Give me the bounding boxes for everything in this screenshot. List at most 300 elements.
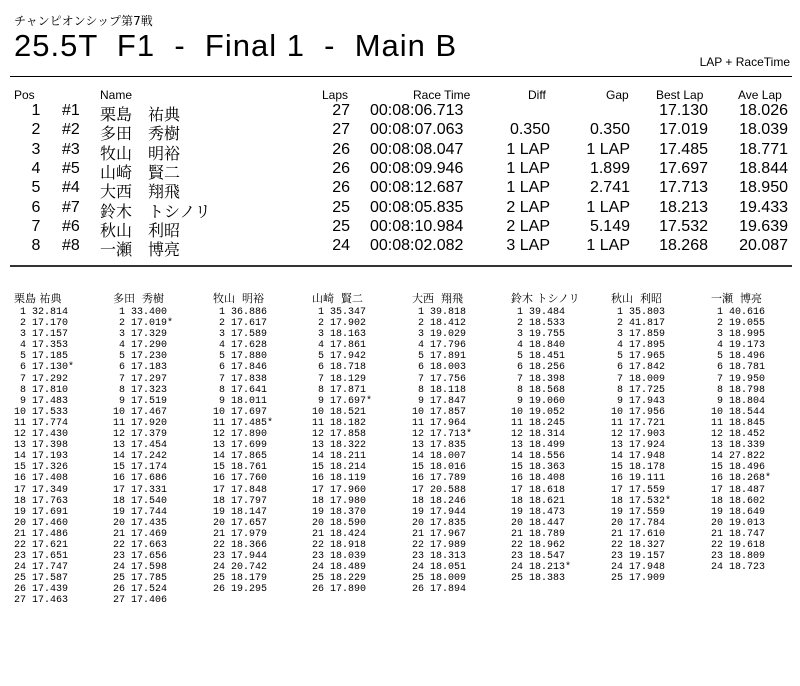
result-no: #6 xyxy=(62,217,80,235)
lap-time-entry: 1 40.616 xyxy=(711,307,766,318)
lap-time-entry: 10 19.052 xyxy=(511,406,566,418)
lap-time-entry: 3 17.329 xyxy=(113,329,168,341)
lap-time-entry: 8 18.118 xyxy=(412,384,467,396)
lap-time-entry: 12 17.903 xyxy=(611,429,666,441)
lap-time-entry: 21 17.469 xyxy=(113,528,168,540)
result-no: #8 xyxy=(62,237,80,255)
lap-time-entry: 9 19.060 xyxy=(511,395,566,407)
col-gap-header: Gap xyxy=(606,88,629,102)
lap-column-driver: 栗島 祐典 xyxy=(14,292,62,305)
lap-time-entry: 19 17.691 xyxy=(14,506,69,518)
result-row xyxy=(0,237,800,260)
lap-time-entry: 23 18.039 xyxy=(312,551,367,563)
lap-time-entry: 16 17.686 xyxy=(113,473,168,485)
lap-time-entry: 14 17.865 xyxy=(213,451,268,463)
lap-time-entry: 2 17.170 xyxy=(14,318,69,330)
lap-time-entry: 4 18.840 xyxy=(511,340,566,352)
result-best: 17.713 xyxy=(659,179,708,197)
col-bestlap-header: Best Lap xyxy=(656,88,704,102)
lap-time-entry: 3 19.029 xyxy=(412,329,467,341)
lap-time-entry: 10 17.956 xyxy=(611,406,666,418)
col-laps-header: Laps xyxy=(322,88,349,102)
result-time: 00:08:07.063 xyxy=(370,121,464,139)
lap-time-entry: 23 18.809 xyxy=(711,551,766,563)
lap-time-entry: 3 17.859 xyxy=(611,329,666,341)
result-laps: 27 xyxy=(332,121,350,139)
lap-time-entry: 15 18.363 xyxy=(511,462,566,474)
section-divider xyxy=(10,265,792,267)
lap-column xyxy=(511,290,611,584)
result-row xyxy=(0,102,800,124)
col-avelap-header: Ave Lap xyxy=(738,88,782,102)
lap-time-entry: 4 17.895 xyxy=(611,340,666,352)
lap-time-entry: 2 17.902 xyxy=(312,318,367,330)
lap-time-entry: 7 18.009 xyxy=(611,373,666,385)
result-laps: 24 xyxy=(332,237,350,255)
lap-column xyxy=(611,290,711,584)
result-diff: 2 LAP xyxy=(506,217,550,235)
result-best: 17.130 xyxy=(659,102,708,119)
lap-time-entry: 16 17.789 xyxy=(412,473,467,485)
lap-time-entry: 14 17.948 xyxy=(611,451,666,463)
lap-time-entry: 3 19.755 xyxy=(511,329,566,341)
lap-time-entry: 13 17.398 xyxy=(14,440,69,452)
format-label: LAP + RaceTime xyxy=(699,55,790,69)
lap-time-entry: 8 17.323 xyxy=(113,384,168,396)
lap-time-entry: 24 20.742 xyxy=(213,562,268,574)
lap-time-entry: 15 18.214 xyxy=(312,462,367,474)
lap-time-entry: 24 18.489 xyxy=(312,562,367,574)
lap-time-entry: 19 18.649 xyxy=(711,506,766,518)
lap-time-entry: 11 17.920 xyxy=(113,417,168,429)
result-gap: 1 LAP xyxy=(586,237,630,255)
result-ave: 18.844 xyxy=(739,159,788,177)
lap-time-entry: 18 17.532* xyxy=(611,495,672,507)
lap-time-entry: 25 17.909 xyxy=(611,573,666,585)
lap-time-entry: 7 17.297 xyxy=(113,373,168,385)
result-diff: 1 LAP xyxy=(506,159,550,177)
result-diff: 0.350 xyxy=(509,121,550,139)
lap-time-entry: 21 18.424 xyxy=(312,528,367,540)
lap-time-entry: 15 17.174 xyxy=(113,462,168,474)
lap-time-entry: 5 17.891 xyxy=(412,351,467,363)
result-diff: 1 LAP xyxy=(506,179,550,197)
lap-time-entry: 13 18.322 xyxy=(312,440,367,452)
lap-time-entry: 6 17.842 xyxy=(611,362,666,374)
result-best: 17.697 xyxy=(659,159,708,177)
result-row xyxy=(0,159,800,182)
lap-time-entry: 5 18.496 xyxy=(711,351,766,363)
lap-time-entry: 21 18.747 xyxy=(711,528,766,540)
lap-time-entry: 4 17.290 xyxy=(113,340,168,352)
lap-time-entry: 8 17.725 xyxy=(611,384,666,396)
result-name: 山崎 賢二 xyxy=(100,162,181,182)
lap-time-entry: 27 17.463 xyxy=(14,595,69,607)
result-row xyxy=(0,198,800,221)
lap-time-entry: 14 17.193 xyxy=(14,451,69,463)
lap-time-entry: 17 17.848 xyxy=(213,484,268,496)
lap-time-entry: 19 18.370 xyxy=(312,506,367,518)
lap-time-entry: 21 17.486 xyxy=(14,528,69,540)
lap-time-entry: 11 18.182 xyxy=(312,417,367,429)
result-diff: 2 LAP xyxy=(506,198,550,216)
lap-time-entry: 26 17.439 xyxy=(14,584,69,596)
lap-time-entry: 20 17.784 xyxy=(611,517,666,529)
lap-time-entry: 2 17.019* xyxy=(113,318,174,330)
lap-time-entry: 17 17.960 xyxy=(312,484,367,496)
result-row xyxy=(0,140,800,163)
lap-time-entry: 18 17.797 xyxy=(213,495,268,507)
lap-time-entry: 2 18.412 xyxy=(412,318,467,330)
lap-column-driver: 牧山 明裕 xyxy=(213,292,264,305)
lap-column xyxy=(14,290,114,607)
result-ave: 18.039 xyxy=(739,121,788,139)
lap-column-driver: 一瀬 博亮 xyxy=(711,292,762,305)
result-time: 00:08:05.835 xyxy=(370,198,464,216)
result-ave: 18.026 xyxy=(739,102,788,119)
result-pos: 6 xyxy=(31,198,41,216)
lap-time-entry: 22 17.989 xyxy=(412,539,467,551)
lap-time-entry: 4 17.628 xyxy=(213,340,268,352)
lap-time-entry: 20 19.013 xyxy=(711,517,766,529)
result-time: 00:08:12.687 xyxy=(370,179,464,197)
lap-time-entry: 22 18.918 xyxy=(312,539,367,551)
lap-time-entry: 9 17.697* xyxy=(312,395,373,407)
lap-time-entry: 7 18.129 xyxy=(312,373,367,385)
lap-time-entry: 10 17.533 xyxy=(14,406,69,418)
lap-time-entry: 21 17.610 xyxy=(611,528,666,540)
lap-column-driver: 鈴木 トシノリ xyxy=(511,292,580,305)
lap-time-entry: 7 17.756 xyxy=(412,373,467,385)
result-ave: 20.087 xyxy=(739,237,788,255)
result-ave: 18.771 xyxy=(739,140,788,158)
lap-time-entry: 19 18.147 xyxy=(213,506,268,518)
lap-time-entry: 23 17.651 xyxy=(14,551,69,563)
result-ave: 19.433 xyxy=(739,198,788,216)
lap-time-entry: 13 18.339 xyxy=(711,440,766,452)
lap-time-entry: 16 18.119 xyxy=(312,473,367,485)
col-diff-header: Diff xyxy=(528,88,546,102)
lap-time-entry: 16 17.408 xyxy=(14,473,69,485)
lap-time-entry: 17 17.349 xyxy=(14,484,69,496)
result-pos: 8 xyxy=(31,237,41,255)
lap-time-entry: 13 17.924 xyxy=(611,440,666,452)
result-no: #1 xyxy=(62,102,80,119)
result-time: 00:08:06.713 xyxy=(370,102,464,119)
lap-time-entry: 17 17.331 xyxy=(113,484,168,496)
lap-column xyxy=(312,290,412,595)
lap-time-entry: 21 18.789 xyxy=(511,528,566,540)
lap-time-entry: 20 17.835 xyxy=(412,517,467,529)
lap-time-entry: 5 17.185 xyxy=(14,351,69,363)
lap-column xyxy=(113,290,213,607)
lap-time-entry: 26 17.524 xyxy=(113,584,168,596)
result-best: 18.268 xyxy=(659,237,708,255)
lap-time-entry: 17 18.487 xyxy=(711,484,766,496)
lap-time-entry: 22 18.327 xyxy=(611,539,666,551)
lap-time-entry: 24 18.213* xyxy=(511,562,572,574)
lap-time-entry: 14 27.822 xyxy=(711,451,766,463)
lap-time-entry: 12 17.430 xyxy=(14,429,69,441)
lap-time-entry: 6 18.003 xyxy=(412,362,467,374)
lap-time-entry: 24 17.598 xyxy=(113,562,168,574)
lap-time-entry: 16 17.760 xyxy=(213,473,268,485)
lap-time-entry: 16 18.408 xyxy=(511,473,566,485)
lap-time-entry: 9 17.519 xyxy=(113,395,168,407)
lap-time-entry: 8 17.810 xyxy=(14,384,69,396)
lap-time-entry: 24 18.723 xyxy=(711,562,766,574)
lap-time-entry: 20 17.460 xyxy=(14,517,69,529)
lap-time-entry: 2 41.817 xyxy=(611,318,666,330)
result-time: 00:08:09.946 xyxy=(370,159,464,177)
lap-time-entry: 15 18.016 xyxy=(412,462,467,474)
lap-time-entry: 12 17.713* xyxy=(412,429,473,441)
lap-time-entry: 18 18.602 xyxy=(711,495,766,507)
lap-time-entry: 9 18.011 xyxy=(213,395,268,407)
lap-time-entry: 25 18.009 xyxy=(412,573,467,585)
result-gap: 5.149 xyxy=(589,217,630,235)
lap-time-entry: 3 18.995 xyxy=(711,329,766,341)
lap-time-entry: 23 17.944 xyxy=(213,551,268,563)
lap-time-entry: 27 17.406 xyxy=(113,595,168,607)
lap-time-entry: 8 17.871 xyxy=(312,384,367,396)
lap-time-entry: 25 17.587 xyxy=(14,573,69,585)
lap-time-entry: 4 17.861 xyxy=(312,340,367,352)
lap-time-entry: 2 18.533 xyxy=(511,318,566,330)
lap-time-entry: 9 17.943 xyxy=(611,395,666,407)
lap-time-entry: 7 17.292 xyxy=(14,373,69,385)
lap-time-entry: 20 17.435 xyxy=(113,517,168,529)
lap-column xyxy=(213,290,313,595)
lap-time-entry: 26 19.295 xyxy=(213,584,268,596)
lap-time-entry: 4 19.173 xyxy=(711,340,766,352)
result-gap: 1 LAP xyxy=(586,198,630,216)
lap-time-entry: 10 18.544 xyxy=(711,406,766,418)
lap-time-entry: 20 18.447 xyxy=(511,517,566,529)
result-pos: 4 xyxy=(31,159,41,177)
result-gap: 0.350 xyxy=(589,121,630,139)
result-name: 多田 秀樹 xyxy=(100,124,181,144)
result-laps: 26 xyxy=(332,159,350,177)
lap-time-entry: 19 18.473 xyxy=(511,506,566,518)
lap-time-entry: 2 17.617 xyxy=(213,318,268,330)
lap-time-entry: 6 17.130* xyxy=(14,362,75,374)
result-diff: 1 LAP xyxy=(506,140,550,158)
lap-time-entry: 1 39.818 xyxy=(412,307,467,318)
result-name: 一瀬 博亮 xyxy=(100,240,181,260)
lap-time-entry: 18 18.621 xyxy=(511,495,566,507)
lap-time-entry: 12 18.314 xyxy=(511,429,566,441)
lap-time-entry: 18 18.246 xyxy=(412,495,467,507)
lap-time-entry: 21 17.979 xyxy=(213,528,268,540)
lap-time-entry: 8 18.568 xyxy=(511,384,566,396)
lap-time-entry: 3 17.157 xyxy=(14,329,69,341)
lap-time-entry: 26 17.890 xyxy=(312,584,367,596)
lap-time-entry: 8 18.798 xyxy=(711,384,766,396)
lap-time-entry: 23 19.157 xyxy=(611,551,666,563)
lap-time-entry: 12 17.890 xyxy=(213,429,268,441)
result-no: #4 xyxy=(62,179,80,197)
result-ave: 18.950 xyxy=(739,179,788,197)
result-name: 鈴木 トシノリ xyxy=(100,201,211,221)
lap-time-entry: 13 17.699 xyxy=(213,440,268,452)
lap-time-entry: 6 18.256 xyxy=(511,362,566,374)
lap-time-entry: 1 36.886 xyxy=(213,307,268,318)
result-pos: 2 xyxy=(31,121,41,139)
result-no: #7 xyxy=(62,198,80,216)
lap-time-entry: 22 18.962 xyxy=(511,539,566,551)
lap-time-entry: 25 18.179 xyxy=(213,573,268,585)
lap-time-entry: 17 18.618 xyxy=(511,484,566,496)
lap-time-entry: 22 17.663 xyxy=(113,539,168,551)
result-pos: 7 xyxy=(31,217,41,235)
lap-time-entry: 3 18.163 xyxy=(312,329,367,341)
lap-column-driver: 多田 秀樹 xyxy=(113,292,164,305)
lap-time-entry: 5 18.451 xyxy=(511,351,566,363)
lap-time-entry: 8 17.641 xyxy=(213,384,268,396)
lap-time-entry: 6 17.846 xyxy=(213,362,268,374)
result-laps: 25 xyxy=(332,217,350,235)
lap-time-entry: 18 17.763 xyxy=(14,495,69,507)
result-laps: 25 xyxy=(332,198,350,216)
lap-time-entry: 15 18.761 xyxy=(213,462,268,474)
lap-time-entry: 9 17.483 xyxy=(14,395,69,407)
result-pos: 5 xyxy=(31,179,41,197)
lap-time-entry: 5 17.880 xyxy=(213,351,268,363)
lap-time-entry: 26 17.894 xyxy=(412,584,467,596)
lap-time-entry: 5 17.942 xyxy=(312,351,367,363)
lap-time-entry: 5 17.965 xyxy=(611,351,666,363)
col-name-header: Name xyxy=(100,88,133,102)
lap-time-entry: 16 18.268* xyxy=(711,473,772,485)
lap-column xyxy=(711,290,800,573)
lap-time-entry: 16 19.111 xyxy=(611,473,666,485)
col-racetime-header: Race Time xyxy=(413,88,471,102)
lap-time-entry: 9 18.804 xyxy=(711,395,766,407)
lap-time-entry: 25 17.785 xyxy=(113,573,168,585)
lap-time-entry: 13 18.499 xyxy=(511,440,566,452)
lap-time-entry: 11 17.774 xyxy=(14,417,69,429)
lap-time-entry: 3 17.589 xyxy=(213,329,268,341)
lap-time-entry: 2 19.055 xyxy=(711,318,766,330)
lap-column xyxy=(412,290,512,595)
event-subtitle: チャンピオンシップ第7戦 xyxy=(14,14,153,28)
result-no: #5 xyxy=(62,159,80,177)
lap-time-entry: 10 17.467 xyxy=(113,406,168,418)
lap-time-entry: 6 18.718 xyxy=(312,362,367,374)
result-name: 大西 翔飛 xyxy=(100,182,181,202)
lap-time-entry: 18 17.540 xyxy=(113,495,168,507)
lap-column-driver: 大西 翔飛 xyxy=(412,292,463,305)
result-gap: 1.899 xyxy=(589,159,630,177)
lap-time-entry: 10 18.521 xyxy=(312,406,367,418)
lap-time-entry: 14 18.211 xyxy=(312,451,367,463)
lap-time-entry: 7 17.838 xyxy=(213,373,268,385)
result-laps: 26 xyxy=(332,179,350,197)
result-row xyxy=(0,121,800,144)
result-time: 00:08:10.984 xyxy=(370,217,464,235)
result-laps: 27 xyxy=(332,102,350,119)
result-time: 00:08:08.047 xyxy=(370,140,464,158)
col-pos-header: Pos xyxy=(14,88,35,102)
lap-time-entry: 23 18.313 xyxy=(412,551,467,563)
result-laps: 26 xyxy=(332,140,350,158)
result-no: #3 xyxy=(62,140,80,158)
result-time: 00:08:02.082 xyxy=(370,237,464,255)
lap-column-driver: 秋山 利昭 xyxy=(611,292,662,305)
lap-time-entry: 12 18.452 xyxy=(711,429,766,441)
result-best: 17.532 xyxy=(659,217,708,235)
lap-time-entry: 20 18.590 xyxy=(312,517,367,529)
lap-time-entry: 1 33.400 xyxy=(113,307,168,318)
lap-time-entry: 1 35.803 xyxy=(611,307,666,318)
lap-time-entry: 24 17.948 xyxy=(611,562,666,574)
result-pos: 1 xyxy=(31,102,41,119)
lap-time-entry: 6 17.183 xyxy=(113,362,168,374)
lap-time-entry: 15 18.496 xyxy=(711,462,766,474)
lap-time-entry: 11 17.964 xyxy=(412,417,467,429)
result-name: 秋山 利昭 xyxy=(100,220,181,240)
result-row xyxy=(0,217,800,240)
lap-time-entry: 14 18.556 xyxy=(511,451,566,463)
lap-time-entry: 1 35.347 xyxy=(312,307,367,318)
lap-time-entry: 1 32.814 xyxy=(14,307,69,318)
result-diff: 3 LAP xyxy=(506,237,550,255)
result-best: 18.213 xyxy=(659,198,708,216)
lap-time-entry: 14 17.242 xyxy=(113,451,168,463)
lap-time-entry: 25 18.229 xyxy=(312,573,367,585)
lap-time-entry: 10 17.697 xyxy=(213,406,268,418)
lap-time-entry: 19 17.944 xyxy=(412,506,467,518)
result-gap: 2.741 xyxy=(589,179,630,197)
lap-time-entry: 14 18.007 xyxy=(412,451,467,463)
lap-time-entry: 19 17.559 xyxy=(611,506,666,518)
lap-time-entry: 10 17.857 xyxy=(412,406,467,418)
lap-time-entry: 21 17.967 xyxy=(412,528,467,540)
lap-time-entry: 13 17.454 xyxy=(113,440,168,452)
lap-time-entry: 15 17.326 xyxy=(14,462,69,474)
lap-time-entry: 17 17.559 xyxy=(611,484,666,496)
lap-time-entry: 11 18.245 xyxy=(511,417,566,429)
result-gap: 1 LAP xyxy=(586,140,630,158)
lap-time-entry: 23 17.656 xyxy=(113,551,168,563)
result-no: #2 xyxy=(62,121,80,139)
lap-time-entry: 15 18.178 xyxy=(611,462,666,474)
lap-time-entry: 22 18.366 xyxy=(213,539,268,551)
lap-time-entry: 12 17.858 xyxy=(312,429,367,441)
result-best: 17.485 xyxy=(659,140,708,158)
lap-time-entry: 17 20.588 xyxy=(412,484,467,496)
lap-time-entry: 20 17.657 xyxy=(213,517,268,529)
result-name: 牧山 明裕 xyxy=(100,143,181,163)
lap-time-entry: 11 17.485* xyxy=(213,417,274,429)
result-name: 栗島 祐典 xyxy=(100,105,181,124)
lap-time-entry: 24 18.051 xyxy=(412,562,467,574)
lap-time-entry: 9 17.847 xyxy=(412,395,467,407)
lap-time-entry: 25 18.383 xyxy=(511,573,566,585)
lap-time-entry: 12 17.379 xyxy=(113,429,168,441)
result-pos: 3 xyxy=(31,140,41,158)
lap-time-entry: 7 19.950 xyxy=(711,373,766,385)
lap-time-entry: 1 39.484 xyxy=(511,307,566,318)
lap-time-entry: 22 17.621 xyxy=(14,539,69,551)
result-ave: 19.639 xyxy=(739,217,788,235)
lap-time-entry: 13 17.835 xyxy=(412,440,467,452)
lap-time-entry: 6 18.781 xyxy=(711,362,766,374)
top-divider xyxy=(10,76,792,77)
lap-time-entry: 4 17.796 xyxy=(412,340,467,352)
lap-column-driver: 山崎 賢二 xyxy=(312,292,363,305)
